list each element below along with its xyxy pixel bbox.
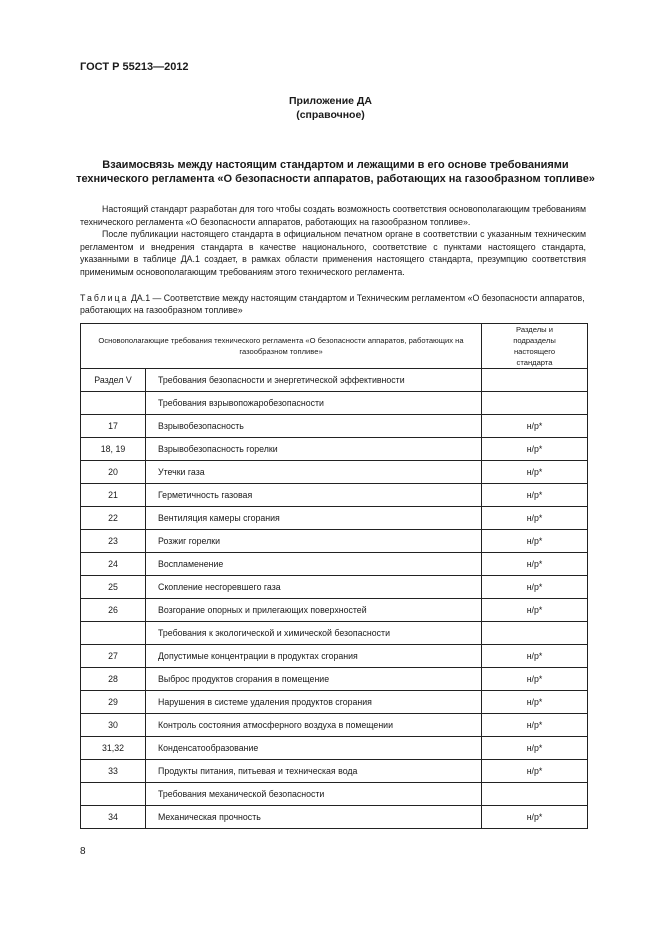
table-row xyxy=(81,599,588,622)
section-ref-cell: н/р* xyxy=(482,599,588,622)
table-row xyxy=(81,783,588,806)
annex-subtitle: (справочное) xyxy=(296,109,365,121)
table-row xyxy=(81,622,588,645)
table-row xyxy=(81,461,588,484)
requirement-cell: Продукты питания, питьевая и техническая вода xyxy=(146,760,482,783)
clause-number-cell: 28 xyxy=(81,668,146,691)
requirement-cell: Скопление несгоревшего газа xyxy=(146,576,482,599)
section-ref-cell xyxy=(482,392,588,415)
section-ref-cell xyxy=(482,369,588,392)
table-row xyxy=(81,530,588,553)
header-requirements: Основополагающие требования технического регламента «О безопасности аппаратов, работающих на газообразном топливе» xyxy=(81,324,482,369)
section-ref-cell: н/р* xyxy=(482,484,588,507)
annex-title: Приложение ДА xyxy=(289,95,372,107)
table-row xyxy=(81,737,588,760)
section-heading: Взаимосвязь между настоящим стандартом и лежащими в его основе требованиями технического регламента «О безопасности аппаратов, работающих на газообразном топливе» xyxy=(76,159,595,185)
section-ref-cell: н/р* xyxy=(482,760,588,783)
requirement-cell: Требования к экологической и химической безопасности xyxy=(146,622,482,645)
table-row xyxy=(81,645,588,668)
clause-number-cell: 18, 19 xyxy=(81,438,146,461)
requirement-cell: Требования механической безопасности xyxy=(146,783,482,806)
clause-number-cell: 30 xyxy=(81,714,146,737)
table-caption-prefix: Таблица xyxy=(80,293,129,303)
clause-number-cell: 31,32 xyxy=(81,737,146,760)
clause-number-cell: 34 xyxy=(81,806,146,829)
table-caption xyxy=(80,292,600,316)
requirement-cell: Конденсатообразование xyxy=(146,737,482,760)
section-ref-cell: н/р* xyxy=(482,576,588,599)
section-ref-cell: н/р* xyxy=(482,668,588,691)
section-ref-cell: н/р* xyxy=(482,691,588,714)
clause-number-cell: 20 xyxy=(81,461,146,484)
section-ref-cell: н/р* xyxy=(482,737,588,760)
clause-number-cell xyxy=(81,783,146,806)
table-row xyxy=(81,576,588,599)
section-ref-cell: н/р* xyxy=(482,438,588,461)
clause-number-cell: 26 xyxy=(81,599,146,622)
requirement-cell: Механическая прочность xyxy=(146,806,482,829)
table-row xyxy=(81,668,588,691)
requirement-cell: Герметичность газовая xyxy=(146,484,482,507)
section-ref-cell: н/р* xyxy=(482,714,588,737)
clause-number-cell: 23 xyxy=(81,530,146,553)
section-ref-cell: н/р* xyxy=(482,645,588,668)
requirements-table xyxy=(80,323,588,829)
clause-number-cell: 25 xyxy=(81,576,146,599)
clause-number-cell: 22 xyxy=(81,507,146,530)
table-row xyxy=(81,507,588,530)
requirement-cell: Розжиг горелки xyxy=(146,530,482,553)
clause-number-cell: 33 xyxy=(81,760,146,783)
table-row xyxy=(81,806,588,829)
clause-number-cell: Раздел V xyxy=(81,369,146,392)
section-ref-cell xyxy=(482,783,588,806)
requirement-cell: Взрывобезопасность xyxy=(146,415,482,438)
section-ref-cell: н/р* xyxy=(482,553,588,576)
clause-number-cell: 21 xyxy=(81,484,146,507)
requirement-cell: Возгорание опорных и прилегающих поверхностей xyxy=(146,599,482,622)
page-number: 8 xyxy=(80,846,86,857)
table-row xyxy=(81,392,588,415)
requirement-cell: Допустимые концентрации в продуктах сгорания xyxy=(146,645,482,668)
clause-number-cell xyxy=(81,622,146,645)
requirement-cell: Требования взрывопожаробезопасности xyxy=(146,392,482,415)
requirement-cell: Контроль состояния атмосферного воздуха в помещении xyxy=(146,714,482,737)
requirement-cell: Выброс продуктов сгорания в помещение xyxy=(146,668,482,691)
table-header-row xyxy=(81,324,588,369)
section-ref-cell: н/р* xyxy=(482,530,588,553)
table-row xyxy=(81,415,588,438)
table-row xyxy=(81,714,588,737)
requirement-cell: Нарушения в системе удаления продуктов сгорания xyxy=(146,691,482,714)
section-ref-cell xyxy=(482,622,588,645)
requirement-cell: Вентиляция камеры сгорания xyxy=(146,507,482,530)
table-row xyxy=(81,438,588,461)
requirement-cell: Утечки газа xyxy=(146,461,482,484)
section-ref-cell: н/р* xyxy=(482,507,588,530)
document-standard-number: ГОСТ Р 55213—2012 xyxy=(80,61,189,73)
header-sections: Разделы и подразделы настоящего стандарта xyxy=(482,324,588,369)
section-ref-cell: н/р* xyxy=(482,806,588,829)
annex-block xyxy=(0,94,661,122)
body-paragraph-2: После публикации настоящего стандарта в официальном печатном органе в соответствии с указанным техническим регламентом и внедрения стандарта в качестве национального, соответствие с пунктами настоящего стандарта, указанными в таблице ДА.1 создает, в рамках области применения настоящего стандарта, презумпцию соответствия применимым основополагающим требованиям этого технического регламента. xyxy=(80,229,586,277)
clause-number-cell: 27 xyxy=(81,645,146,668)
requirement-cell: Требования безопасности и энергетической эффективности xyxy=(146,369,482,392)
section-ref-cell: н/р* xyxy=(482,415,588,438)
clause-number-cell: 17 xyxy=(81,415,146,438)
table-caption-text: ДА.1 — Соответствие между настоящим стандартом и Техническим регламентом «О безопасности аппаратов, работающих на газообразном топливе» xyxy=(80,293,585,315)
table-row xyxy=(81,691,588,714)
table-row xyxy=(81,760,588,783)
body-paragraph-1: Настоящий стандарт разработан для того чтобы создать возможность соответствия основополагающим требованиям технического регламента «О безопасности аппаратов, работающих на газообразном топливе». xyxy=(80,204,586,227)
requirement-cell: Воспламенение xyxy=(146,553,482,576)
table-row xyxy=(81,553,588,576)
table-row xyxy=(81,369,588,392)
section-ref-cell: н/р* xyxy=(482,461,588,484)
clause-number-cell: 29 xyxy=(81,691,146,714)
requirement-cell: Взрывобезопасность горелки xyxy=(146,438,482,461)
table-row xyxy=(81,484,588,507)
clause-number-cell: 24 xyxy=(81,553,146,576)
clause-number-cell xyxy=(81,392,146,415)
